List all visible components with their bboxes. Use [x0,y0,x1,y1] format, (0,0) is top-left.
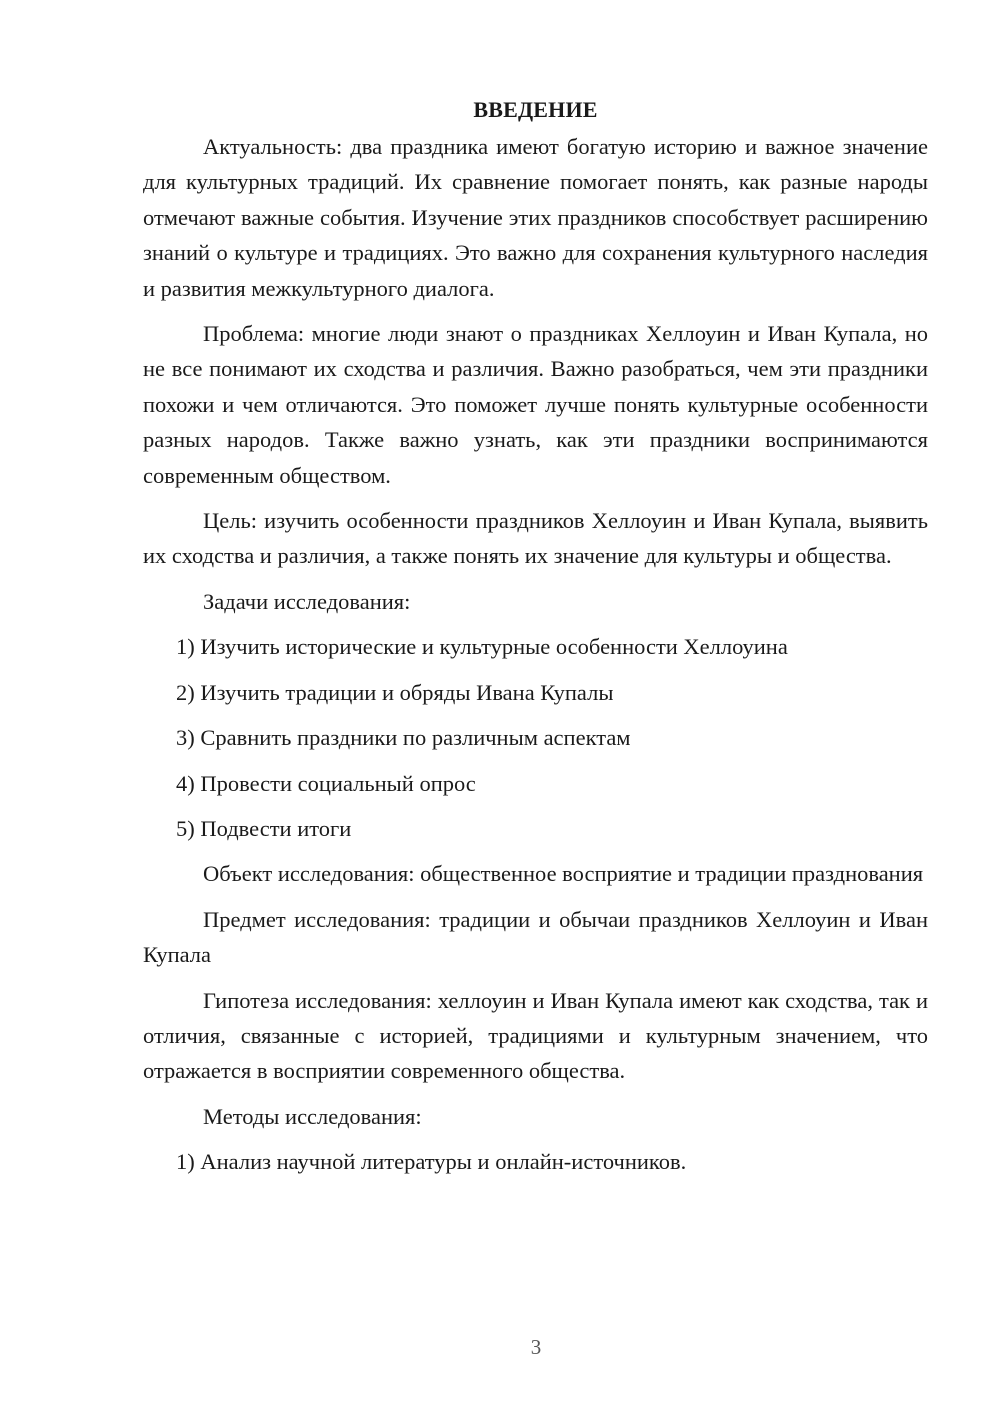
list-item: 1) Анализ научной литературы и онлайн-источников. [176,1149,687,1175]
list-item: 3) Сравнить праздники по различным аспектам [176,725,631,751]
problem-paragraph: Проблема: многие люди знают о праздниках Хеллоуин и Иван Купала, но не все понимают их сходства и различия. Важно разобраться, чем эти праздники похожи и чем отличаются. Это поможет лучше понять культурные особенности разных народов. Также важно узнать, как эти праздники воспринимаются современным обществом. [143,321,928,488]
object-paragraph: Объект исследования: общественное восприятие и традиции празднования [203,861,924,887]
list-item: 4) Провести социальный опрос [176,770,476,796]
list-item: 1) Изучить исторические и культурные особенности Хеллоуина [176,634,788,660]
page-number: 3 [530,1335,542,1359]
hypothesis-paragraph: Гипотеза исследования: хеллоуин и Иван Купала имеют как сходства, так и отличия, связанные с историей, традициями и культурным значением, что отражается в восприятии современного общества. [143,987,928,1084]
page-title: ВВЕДЕНИЕ [473,97,598,122]
tasks-heading: Задачи исследования: [203,588,411,614]
document-page [143,92,928,1190]
list-item: 2) Изучить традиции и обряды Ивана Купалы [176,679,614,705]
methods-list [143,1144,928,1179]
methods-heading: Методы исследования: [203,1103,422,1129]
relevance-paragraph: Актуальность: два праздника имеют богатую историю и важное значение для культурных традиций. Их сравнение помогает понять, как разные народы отмечают важные события. Изучение этих праздников способствует расширению знаний о культуре и традициях. Это важно для сохранения культурного наследия и развития межкультурного диалога. [143,134,928,301]
tasks-list [143,629,928,846]
goal-paragraph: Цель: изучить особенности праздников Хеллоуин и Иван Купала, выявить их сходства и различия, а также понять их значение для культуры и общества. [143,508,928,569]
list-item: 5) Подвести итоги [176,815,352,841]
subject-paragraph: Предмет исследования: традиции и обычаи праздников Хеллоуин и Иван Купала [143,906,928,968]
